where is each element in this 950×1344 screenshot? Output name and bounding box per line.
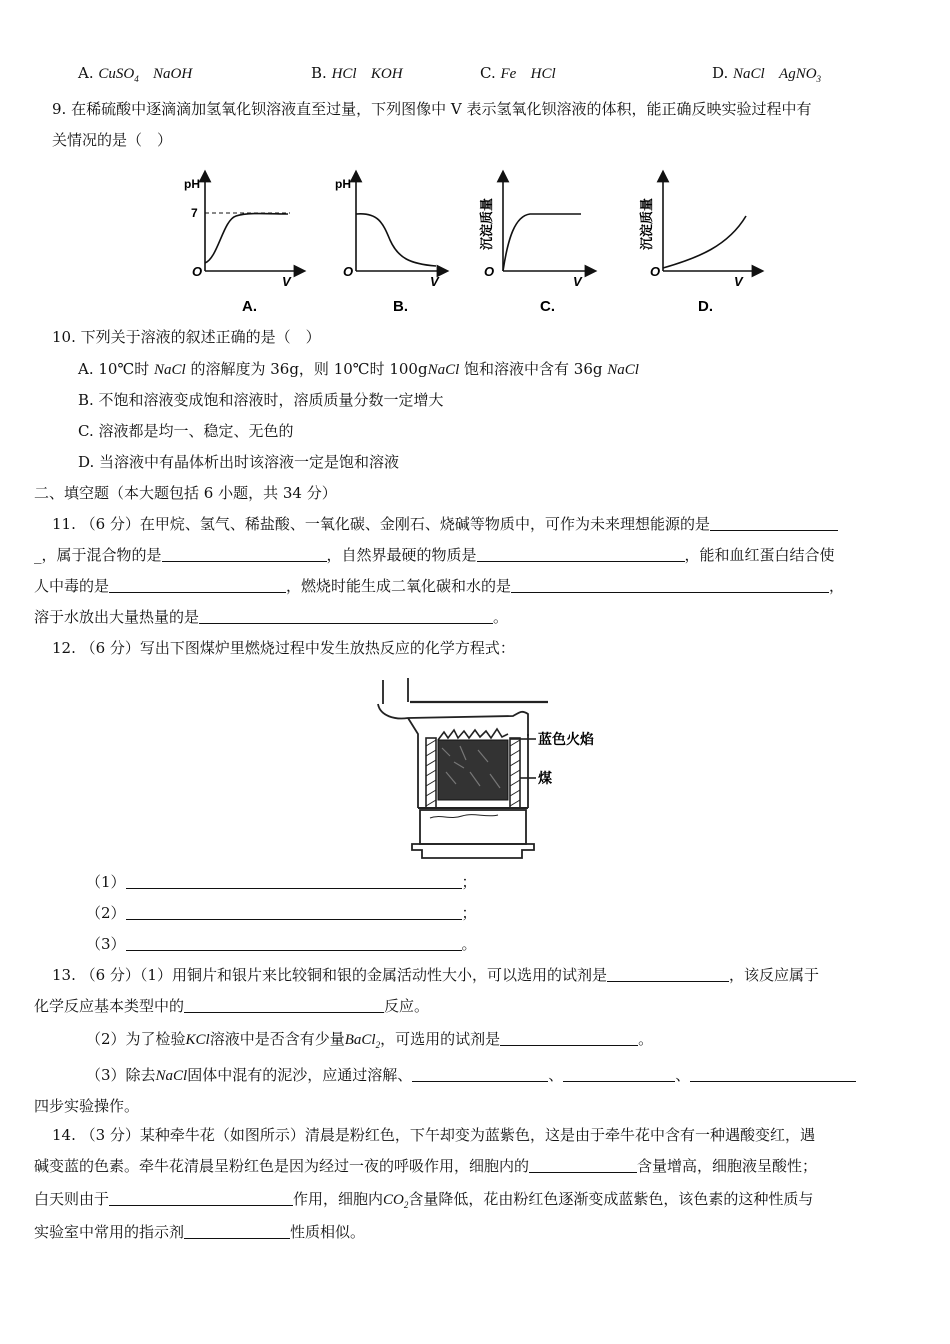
q8-option-b: B. HCl KOH [311,64,403,82]
q12-answer-3: （3） 。 [86,935,477,953]
graph-d-ylabel: 沉淀质量 [639,197,654,250]
graph-b-caption: B. [393,298,408,315]
q9-stem-line1: 9. 在稀硫酸中逐滴滴加氢氧化钡溶液直至过量，下列图像中 V 表示氢氧化钡溶液的体积，能正确反映实验过程中有 [52,100,812,118]
q8-option-d: D. NaCl AgNO$_3$ [712,64,822,84]
q10-option-a: A. 10℃时 NaCl 的溶解度为 36g，则 10℃时 100gNaCl 饱和溶液中含有 36g NaCl [78,360,639,378]
q11-line1: 11. （6 分）在甲烷、氢气、稀盐酸、一氧化碳、金刚石、烧碱等物质中，可作为未来理想能源的是 [52,514,838,534]
graph-c-origin: O [484,264,495,279]
section-2-heading: 二、填空题（本大题包括 6 小题，共 34 分） [34,484,337,502]
q12-answer-2: （2） ； [86,904,477,922]
q12-stem: 12. （6 分）写出下图煤炉里燃烧过程中发生放热反应的化学方程式： [52,639,515,657]
graph-d [639,176,758,315]
q14-line3: 白天则由于 作用，细胞内$CO_2$含量降低，花由粉红色逐渐变成蓝紫色，该色素的这种性质与 [34,1190,814,1210]
q11-line3: 人中毒的是 ，燃烧时能生成二氧化碳和水的是 ， [34,577,845,595]
graph-c-caption: C. [540,298,555,315]
label-coal: 煤 [538,770,552,786]
q10-option-b: B. 不饱和溶液变成饱和溶液时，溶质质量分数一定增大 [78,391,444,409]
coal-bed [438,740,508,800]
graph-a-origin: O [192,264,203,279]
q14-line4: 实验室中常用的指示剂 性质相似。 [34,1223,366,1241]
graph-b-origin: O [343,264,354,279]
q9-stem-line2: 关情况的是（ ） [52,131,173,149]
q8-option-c: C. Fe HCl [480,64,556,82]
graph-a-xlabel: V [282,274,291,289]
q13-line3: （2）为了检验KCl溶液中是否含有少量BaCl$_2$，可选用的试剂是 。 [86,1030,654,1050]
q10-stem: 10. 下列关于溶液的叙述正确的是（ ） [52,328,321,346]
graph-b-xlabel: V [430,274,439,289]
coal-stove-diagram [370,676,610,862]
graph-b-ylabel: pH [335,177,351,191]
q8-option-a: A. CuSO$_4$ NaOH [78,64,193,84]
q10-option-c: C. 溶液都是均一、稳定、无色的 [78,422,294,440]
q11-line2: _，属于混合物的是 ，自然界最硬的物质是 ，能和血红蛋白结合使 [34,546,835,564]
q13-line4: （3）除去NaCl固体中混有的泥沙，应通过溶解、 、 、 [86,1065,856,1086]
q11-line4: 溶于水放出大量热量的是 。 [34,608,509,626]
graph-b [335,176,443,315]
label-blue-flame: 蓝色火焰 [538,731,594,747]
q14-line1: 14. （3 分）某种牵牛花（如图所示）清晨是粉红色，下午却变为蓝紫色，这是由于牵牛花中含有一种遇酸变红，遇 [52,1126,815,1144]
q13-line2: 化学反应基本类型中的 反应。 [34,997,430,1015]
q13-line1: 13. （6 分）（1）用铜片和银片来比较铜和银的金属活动性大小，可以选用的试剂是 ，该反应属于 [52,966,819,984]
q10-option-d: D. 当溶液中有晶体析出时该溶液一定是饱和溶液 [78,453,400,471]
graph-d-xlabel: V [734,274,743,289]
graph-a-caption: A. [242,298,257,315]
q14-line2: 碱变蓝的色素。牵牛花清晨呈粉红色是因为经过一夜的呼吸作用，细胞内的 含量增高，细胞液呈酸性； [34,1157,818,1175]
q9-graphs [178,168,778,318]
graph-a-tick: 7 [191,206,198,220]
graph-c-xlabel: V [573,274,582,289]
graph-a-ylabel: pH [184,177,200,191]
graph-c-ylabel: 沉淀质量 [479,197,494,250]
q13-line5: 四步实验操作。 [34,1097,140,1115]
graph-d-origin: O [650,264,661,279]
graph-c [479,176,591,315]
q12-answer-1: （1） ； [86,873,477,891]
graph-d-caption: D. [698,298,713,315]
graph-a [184,176,300,315]
